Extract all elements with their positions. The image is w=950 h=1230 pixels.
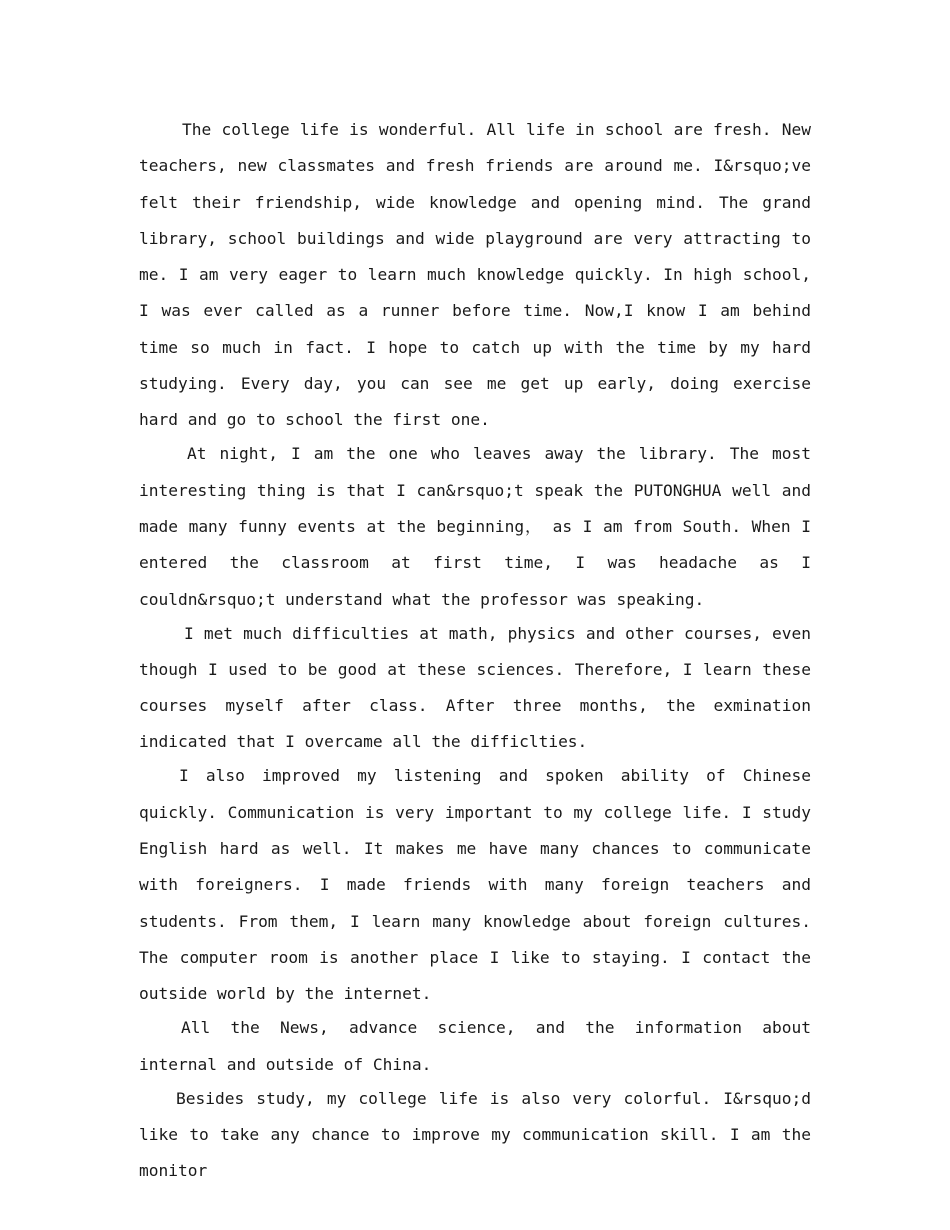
document-body <box>139 112 811 1187</box>
paragraph-6: Besides study, my college life is also very colorful. I&rsquo;d like to take any chance to improve my communication skill. I am the monitor <box>139 1088 811 1181</box>
paragraph-5: All the News, advance science, and the information about internal and outside of China. <box>139 1018 811 1074</box>
paragraph-4: I also improved my listening and spoken ability of Chinese quickly. Communication is very important to my college life. I study English hard as well. It makes me have many chances to communicate with foreigners. I made friends with many foreign teachers and students. From them, I learn many knowledge about foreign cultures. The computer room is another place I like to staying. I contact the outside world by the internet. <box>139 766 811 1004</box>
paragraph-1: The college life is wonderful. All life in school are fresh. New teachers, new classmates and fresh friends are around me. I&rsquo;ve felt their friendship, wide knowledge and opening mind. The grand library, school buildings and wide playground are very attracting to me. I am very eager to learn much knowledge quickly. In high school, I was ever called as a runner before time. Now,I know I am behind time so much in fact. I hope to catch up with the time by my hard studying. Every day, you can see me get up early, doing exercise hard and go to school the first one. <box>139 120 811 430</box>
paragraph-2: At night, I am the one who leaves away the library. The most interesting thing is that I can&rsquo;t speak the PUTONGHUA well and made many funny events at the beginning， as I am from South. When I entered the classroom at first time, I was headache as I couldn&rsquo;t understand what the professor was speaking. <box>139 444 811 609</box>
paragraph-3: I met much difficulties at math, physics and other courses, even though I used to be good at these sciences. Therefore, I learn these courses myself after class. After three months, the exmination indicated that I overcame all the difficlties. <box>139 623 811 752</box>
